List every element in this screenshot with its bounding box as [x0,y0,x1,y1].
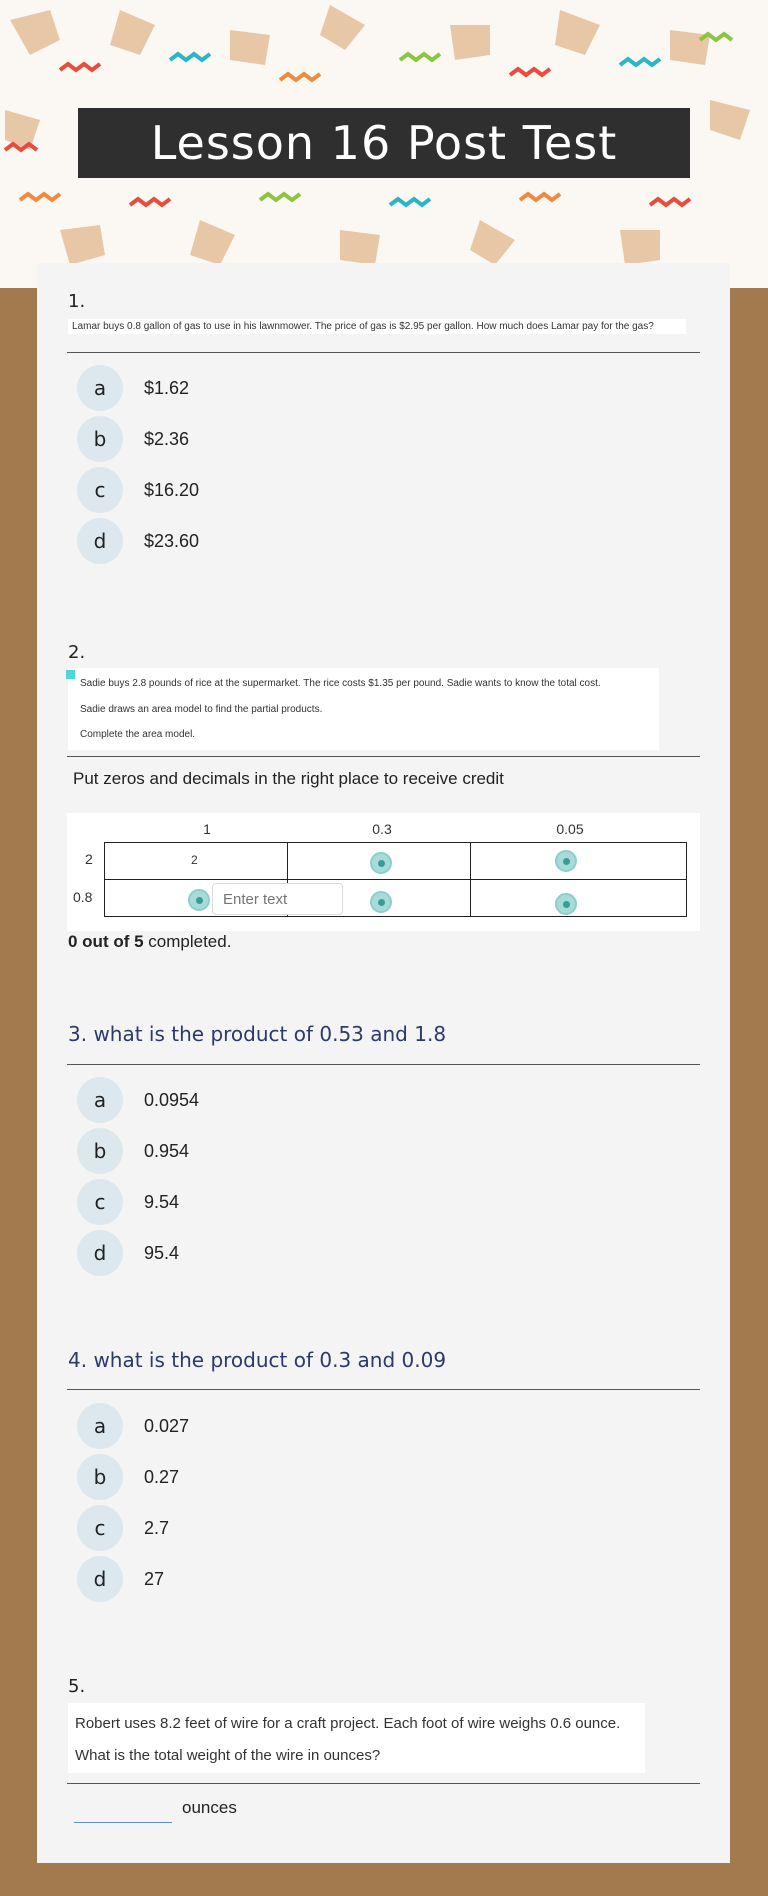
question-1-number: 1. [68,291,86,312]
worksheet-paper [37,263,730,1863]
option-label: 27 [144,1568,165,1589]
page-title: Lesson 16 Post Test [78,108,690,178]
q1-option-b[interactable] [77,418,189,460]
question-5-line-1: Robert uses 8.2 feet of wire for a craft project. Each foot of wire weighs 0.6 ounce. [75,1715,621,1732]
question-5-text-box [68,1703,645,1773]
col-header: 1 [203,821,211,837]
row-header: 2 [85,851,93,867]
q4-option-b[interactable] [77,1456,179,1498]
drop-target-dot[interactable] [188,889,210,911]
question-3-prompt: 3. what is the product of 0.53 and 1.8 [68,1022,447,1046]
question-2-line-2: Sadie draws an area model to find the partial products. [80,704,323,715]
col-header: 0.05 [556,821,584,837]
option-letter: a [77,1077,123,1123]
option-letter: c [77,1179,123,1225]
option-letter: a [77,1403,123,1449]
header-banner [0,0,768,288]
question-5-line-2: What is the total weight of the wire in ounces? [75,1747,381,1764]
option-label: 0.27 [144,1466,180,1487]
option-label: 0.0954 [144,1089,200,1110]
option-label: 0.027 [144,1415,190,1436]
q1-option-a[interactable] [77,367,189,409]
drop-target-dot[interactable] [370,891,392,913]
q3-option-c[interactable] [77,1181,179,1223]
divider [67,1389,700,1390]
question-2-text-box [68,668,659,750]
grid-line [105,879,686,880]
divider [67,352,700,353]
option-label: 2.7 [144,1517,170,1538]
option-letter: b [77,1454,123,1500]
drop-target-dot[interactable] [555,893,577,915]
marker-square [66,670,75,679]
answer-field[interactable] [74,1796,172,1823]
q1-option-c[interactable] [77,469,199,511]
option-label: 9.54 [144,1191,180,1212]
divider [67,756,700,757]
option-letter: b [77,1128,123,1174]
answer-input[interactable] [212,883,343,915]
progress-suffix: completed. [143,932,232,951]
option-letter: c [77,1505,123,1551]
question-2-instruction: Put zeros and decimals in the right place to receive credit [73,769,504,788]
row-header: 0.8 [73,889,93,905]
progress-status [68,932,231,952]
option-label: 95.4 [144,1242,180,1263]
option-label: 0.954 [144,1140,190,1161]
unit-label: ounces [182,1798,237,1817]
question-4-prompt: 4. what is the product of 0.3 and 0.09 [68,1348,447,1372]
q4-option-a[interactable] [77,1405,189,1447]
q3-option-a[interactable] [77,1079,199,1121]
option-label: $16.20 [144,479,200,500]
divider [67,1064,700,1065]
area-model-activity [67,813,700,931]
question-2-number: 2. [68,642,86,663]
question-1-text: Lamar buys 0.8 gallon of gas to use in his lawnmower. The price of gas is $2.95 per gallon. How much does Lamar pay for the gas? [68,319,686,334]
option-letter: d [77,1556,123,1602]
option-label: $23.60 [144,530,200,551]
option-letter: c [77,467,123,513]
question-5-number: 5. [68,1676,86,1697]
q1-option-d[interactable] [77,520,199,562]
q3-option-d[interactable] [77,1232,179,1274]
q3-option-b[interactable] [77,1130,189,1172]
divider [67,1783,700,1784]
question-2-line-3: Complete the area model. [80,729,196,740]
col-header: 0.3 [372,821,392,837]
cell-given-value: 2 [191,853,198,867]
drop-target-dot[interactable] [370,852,392,874]
q4-option-c[interactable] [77,1507,169,1549]
option-letter: d [77,518,123,564]
option-letter: a [77,365,123,411]
option-letter: b [77,416,123,462]
q4-option-d[interactable] [77,1558,164,1600]
option-label: $2.36 [144,428,190,449]
progress-count: 0 out of 5 [68,932,144,951]
drop-target-dot[interactable] [555,850,577,872]
option-letter: d [77,1230,123,1276]
option-label: $1.62 [144,377,190,398]
grid-line [470,843,471,916]
question-2-line-1: Sadie buys 2.8 pounds of rice at the supermarket. The rice costs $1.35 per pound. Sadie wants to know the total cost. [80,678,601,689]
